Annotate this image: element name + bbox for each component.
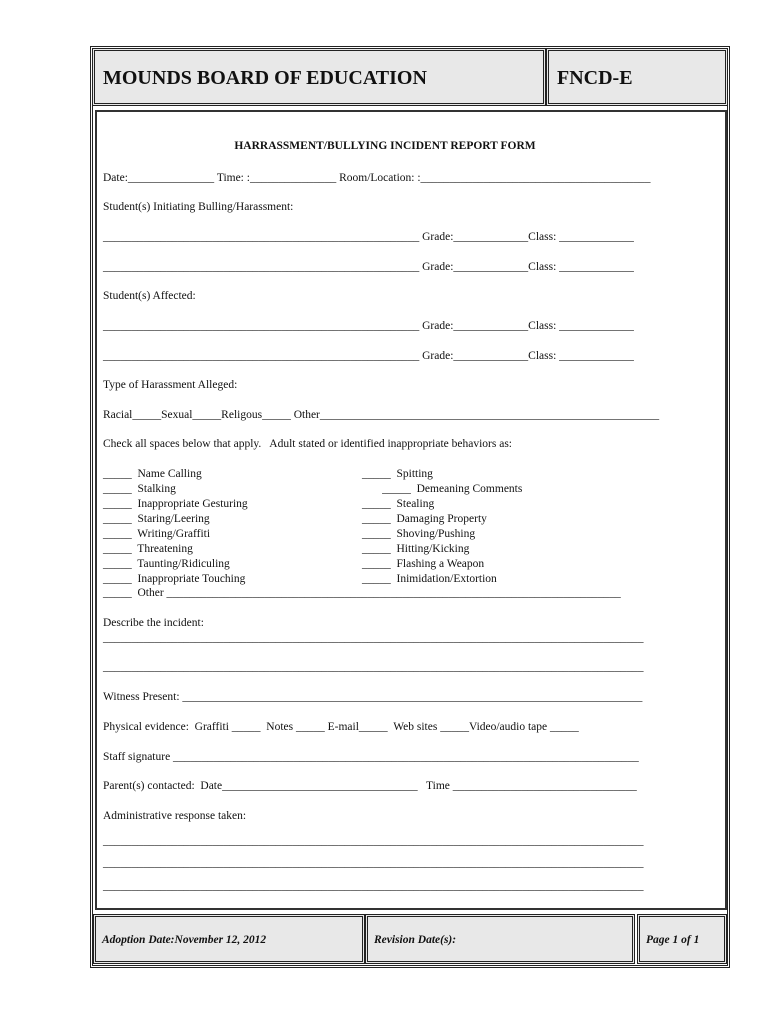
form-code: FNCD-E: [557, 67, 633, 89]
harassment-type-label: Type of Harassment Alleged:: [103, 379, 238, 391]
behavior-item[interactable]: _____ Damaging Property: [362, 513, 487, 525]
staff-signature-line[interactable]: Staff signature _________________________________________________________________________________: [103, 751, 639, 763]
behavior-item[interactable]: _____ Demeaning Comments: [362, 483, 523, 495]
behavior-item[interactable]: _____ Stalking: [103, 483, 176, 495]
revision-dates: Revision Date(s):: [374, 934, 457, 946]
affected-students-label: Student(s) Affected:: [103, 290, 196, 302]
check-instructions: Check all spaces below that apply. Adult stated or identified inappropriate behaviors as:: [103, 438, 512, 450]
describe-incident-label: Describe the incident:: [103, 617, 204, 629]
header-code-box: [546, 48, 728, 106]
page-number: Page 1 of 1: [646, 934, 700, 946]
witness-line[interactable]: Witness Present: ________________________________________________________________________________: [103, 691, 643, 703]
org-name: MOUNDS BOARD OF EDUCATION: [103, 67, 427, 89]
behavior-item[interactable]: _____ Stealing: [362, 498, 435, 510]
harassment-type-line[interactable]: Racial_____Sexual_____Religous_____ Other___________________________________________________________: [103, 409, 660, 421]
behavior-item[interactable]: _____ Shoving/Pushing: [362, 528, 476, 540]
describe-line-1[interactable]: ______________________________________________________________________________________________: [103, 632, 644, 644]
initiating-students-label: Student(s) Initiating Bulling/Harassment:: [103, 201, 294, 213]
describe-line-2[interactable]: ______________________________________________________________________________________________: [103, 661, 644, 673]
behavior-item-other[interactable]: _____ Other _______________________________________________________________________________: [103, 587, 621, 599]
footer-revision-box: [365, 914, 635, 964]
affected-student-row-2[interactable]: _______________________________________________________ Grade:_____________Class: _____________: [103, 350, 634, 362]
behavior-item[interactable]: _____ Writing/Graffiti: [103, 528, 211, 540]
admin-response-label: Administrative response taken:: [103, 810, 247, 822]
initiating-student-row-1[interactable]: _______________________________________________________ Grade:_____________Class: _____________: [103, 231, 634, 243]
behavior-item[interactable]: _____ Name Calling: [103, 468, 202, 480]
admin-line-2[interactable]: ______________________________________________________________________________________________: [103, 857, 644, 869]
behavior-item[interactable]: _____ Threatening: [103, 543, 193, 555]
behavior-item[interactable]: _____ Inappropriate Gesturing: [103, 498, 248, 510]
behavior-item[interactable]: _____ Taunting/Ridiculing: [103, 558, 230, 570]
form-title: HARRASSMENT/BULLYING INCIDENT REPORT FORM: [234, 140, 536, 152]
behavior-item[interactable]: _____ Flashing a Weapon: [362, 558, 485, 570]
initiating-student-row-2[interactable]: _______________________________________________________ Grade:_____________Class: _____________: [103, 261, 634, 273]
adoption-date: Adoption Date:November 12, 2012: [102, 934, 267, 946]
footer-page-box: [637, 914, 727, 964]
behavior-item[interactable]: _____ Spitting: [362, 468, 433, 480]
physical-evidence-line[interactable]: Physical evidence: Graffiti _____ Notes _____ E-mail_____ Web sites _____Video/audio tape _____: [103, 721, 579, 733]
footer-adoption-box: [93, 914, 365, 964]
admin-line-1[interactable]: ______________________________________________________________________________________________: [103, 835, 644, 847]
header-org-box: [92, 48, 546, 106]
parent-contacted-line[interactable]: Parent(s) contacted: Date__________________________________ Time ________________________________: [103, 780, 637, 792]
date-time-location-line[interactable]: Date:_______________ Time: :_______________ Room/Location: :________________________________________: [103, 172, 651, 184]
behavior-item[interactable]: _____ Hitting/Kicking: [362, 543, 470, 555]
admin-line-3[interactable]: ______________________________________________________________________________________________: [103, 880, 644, 892]
behavior-item[interactable]: _____ Staring/Leering: [103, 513, 210, 525]
behavior-item[interactable]: _____ Inimidation/Extortion: [362, 573, 497, 585]
affected-student-row-1[interactable]: _______________________________________________________ Grade:_____________Class: _____________: [103, 320, 634, 332]
behavior-item[interactable]: _____ Inappropriate Touching: [103, 573, 246, 585]
